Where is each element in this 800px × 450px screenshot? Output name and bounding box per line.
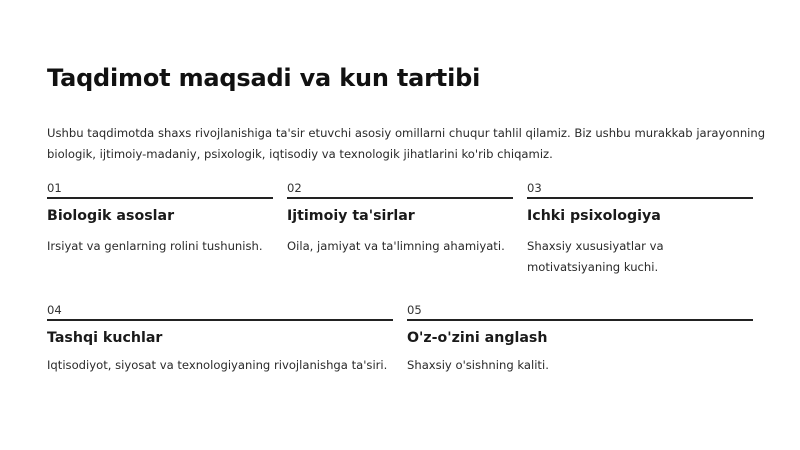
agenda-item (527, 181, 753, 277)
agenda-item-heading: Biologik asoslar (47, 208, 175, 224)
agenda-item (407, 303, 753, 376)
agenda-item-description: Iqtisodiyot, siyosat va texnologiyaning rivojlanishga ta'siri. (47, 358, 388, 372)
agenda-item-number: 02 (287, 181, 513, 199)
agenda-item-number: 05 (407, 303, 753, 321)
slide-title: Taqdimot maqsadi va kun tartibi (47, 64, 481, 92)
agenda-item-description: Shaxsiy xususiyatlar va motivatsiyaning kuchi. (527, 239, 664, 274)
agenda-item (287, 181, 513, 257)
agenda-item (47, 181, 273, 257)
agenda-item-description: Irsiyat va genlarning rolini tushunish. (47, 239, 263, 253)
agenda-item-number: 01 (47, 181, 273, 199)
agenda-item-heading: O'z-o'zini anglash (407, 330, 548, 346)
intro-paragraph: Ushbu taqdimotda shaxs rivojlanishiga ta'sir etuvchi asosiy omillarni chuqur tahlil qilamiz. Biz ushbu murakkab jarayonning biologik, ijtimoiy-madaniy, psixologik, iqtisodiy va texnologik jihatlarini ko'rib chiqamiz. (47, 126, 766, 161)
agenda-item-number: 04 (47, 303, 393, 321)
agenda-item-heading: Ichki psixologiya (527, 208, 661, 224)
agenda-item-number: 03 (527, 181, 753, 199)
agenda-item-heading: Tashqi kuchlar (47, 330, 163, 346)
agenda-item-description: Shaxsiy o'sishning kaliti. (407, 358, 549, 372)
agenda-item-heading: Ijtimoiy ta'sirlar (287, 208, 415, 224)
agenda-item (47, 303, 393, 376)
agenda-item-description: Oila, jamiyat va ta'limning ahamiyati. (287, 239, 505, 253)
